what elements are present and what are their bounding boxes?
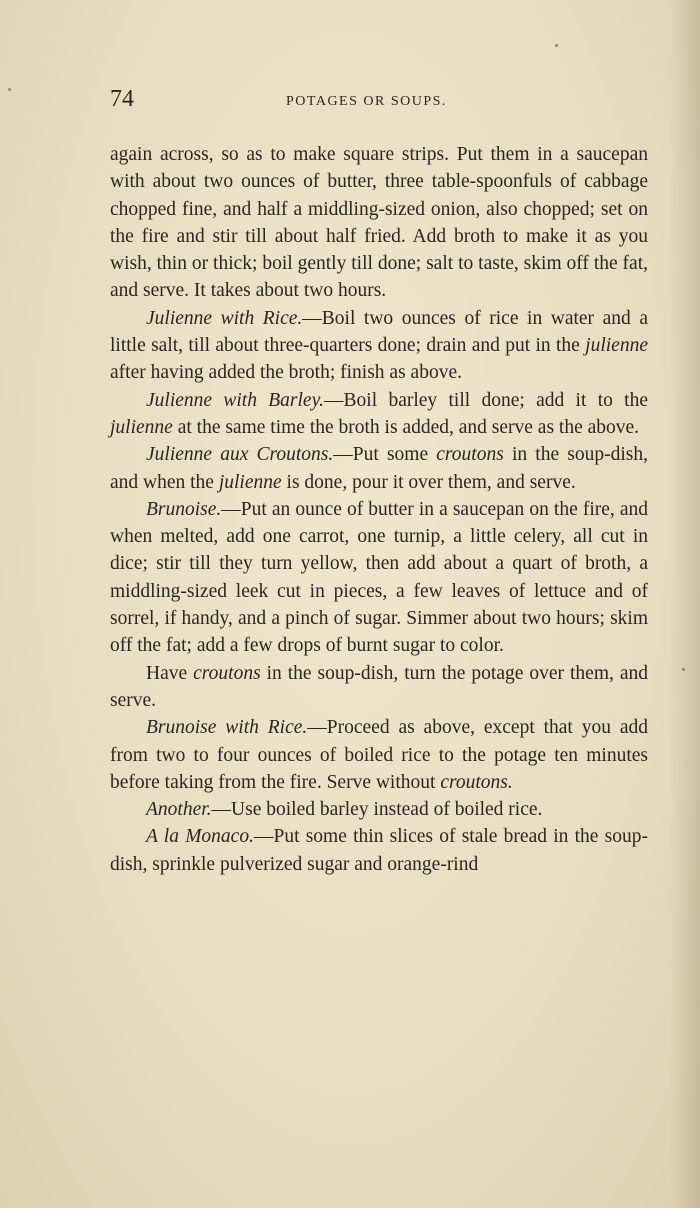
text-run: —Boil two ounces of rice in water and a little salt, till about three-quarters done; drain and put in the [110, 307, 648, 357]
paragraph-brunoise-serving [110, 660, 648, 715]
recipe-a-la-monaco [110, 823, 648, 878]
paper-speck [555, 44, 558, 47]
paragraph-continuation [110, 141, 648, 305]
text-run: —Boil barley till done; add it to the [324, 389, 648, 411]
italic-text: croutons. [440, 771, 513, 793]
italic-text: Another. [146, 799, 212, 821]
page-number: 74 [110, 86, 134, 112]
italic-text: Brunoise with Rice. [146, 717, 308, 739]
text-run: Have [146, 662, 194, 684]
paper-speck [682, 668, 685, 671]
italic-text: julienne [218, 471, 282, 493]
text-run: —Proceed as above, except that you add from two to four ounces of boiled rice to the potage ten minutes before taking from the fire. Serve without [110, 717, 648, 793]
text-run: at the same time the broth is added, and serve as the above. [172, 416, 640, 438]
recipe-julienne-aux-croutons [110, 441, 648, 496]
text-run: in the soup-dish, turn the potage over them, and serve. [110, 662, 648, 711]
body-text [110, 141, 648, 878]
italic-text: A la Monaco. [146, 826, 254, 848]
text-run: is done, pour it over them, and serve. [281, 471, 576, 493]
text-run: —Put an ounce of butter in a saucepan on the fire, and when melted, add one carrot, one turnip, a little celery, all cut in dice; stir till they turn yellow, then add about a quart of broth, a middling-sized leek cut in pieces, a few leaves of lettuce and of sorrel, if handy, and a pinch of sugar. Simmer about two hours; skim off the fat; add a few drops of burnt sugar to color. [110, 498, 648, 657]
running-head: POTAGES OR SOUPS. [286, 94, 447, 109]
italic-text: julienne [110, 416, 173, 438]
paper-speck [8, 88, 11, 91]
italic-text: Julienne aux Croutons. [146, 444, 334, 466]
text-run: after having added the broth; finish as above. [110, 362, 462, 384]
recipe-brunoise-with-rice [110, 714, 648, 796]
italic-text: croutons [193, 662, 261, 684]
text-run: —Put some [333, 444, 437, 466]
text-run: again across, so as to make square strips. Put them in a saucepan with about two ounces of butter, three table-spoonfuls of cabbage chopped fine, and half a middling-sized onion, also chopped; set on the fire and stir till about half fried. Add broth to make it as you wish, thin or thick; boil gently till done; salt to taste, skim off the fat, and serve. It takes about two hours. [110, 144, 648, 302]
recipe-julienne-with-barley [110, 387, 648, 442]
recipe-brunoise [110, 496, 648, 660]
recipe-julienne-with-rice [110, 305, 648, 387]
page-header [110, 86, 650, 122]
italic-text: Brunoise. [146, 498, 222, 520]
italic-text: croutons [436, 444, 504, 466]
text-run: —Use boiled barley instead of boiled rice. [211, 799, 543, 821]
italic-text: Julienne with Rice. [146, 307, 303, 329]
text-run: in the soup-dish, and when the [110, 444, 648, 493]
italic-text: Julienne with Barley. [146, 389, 325, 411]
italic-text: julienne [585, 335, 648, 357]
recipe-another [110, 796, 648, 823]
text-run: —Put some thin slices of stale bread in the soup-dish, sprinkle pulverized sugar and orange-rind [110, 826, 648, 875]
page-edge-shadow [670, 0, 700, 1208]
